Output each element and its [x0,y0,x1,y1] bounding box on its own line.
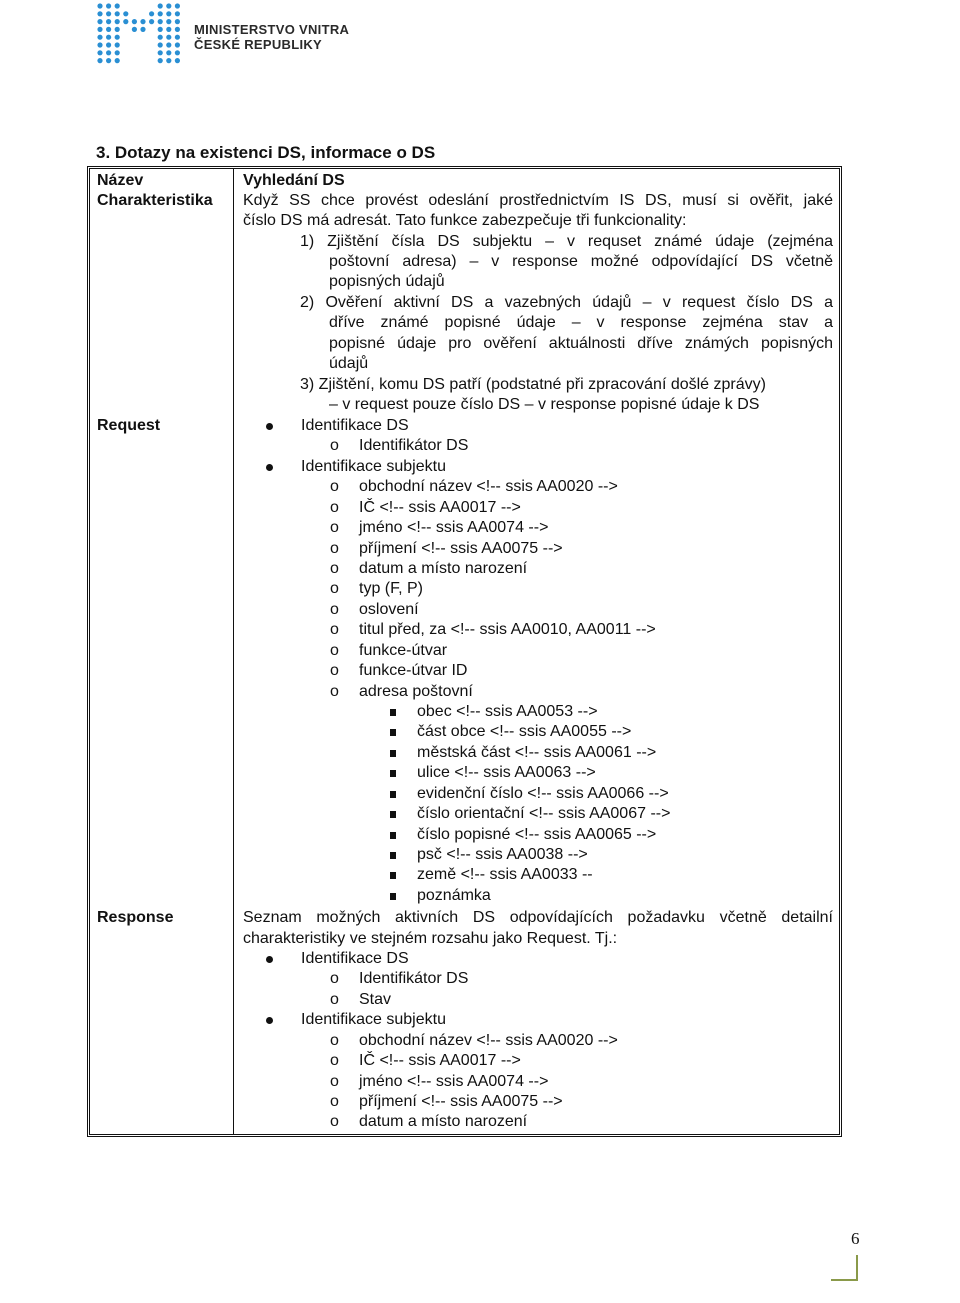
label-charakteristika: Charakteristika [97,192,213,209]
logo-line-2: ČESKÉ REPUBLIKY [194,37,323,52]
bullet-circle-icon: o [330,600,339,618]
bullet-circle-icon: o [330,580,339,598]
bullet-circle-icon: o [330,1072,339,1090]
logo-dot [106,42,111,47]
logo-dot [158,35,163,40]
char-line: 2) Ověření aktivní DS a vazebných údajů – v request číslo DS a [300,294,833,311]
logo-dot [97,42,102,47]
logo-dot [106,19,111,24]
logo-dot [97,50,102,55]
logo-dot [166,50,171,55]
logo-dot [166,27,171,32]
logo-dot [166,3,171,8]
list-item: adresa poštovní [359,682,473,700]
bullet-square-icon [390,832,396,839]
list-item: příjmení <!-- ssis AA0075 --> [359,1093,563,1110]
list-item: Identifikace subjektu [301,457,446,475]
logo-dot [166,11,171,16]
list-item: IČ <!-- ssis AA0017 --> [359,1052,521,1070]
logo-dot [175,27,180,32]
list-item: IČ <!-- ssis AA0017 --> [359,498,521,516]
logo-dot [106,58,111,63]
name-value: Vyhledání DS [243,172,345,189]
logo-dot [123,11,128,16]
list-item: Identifikace DS [301,950,409,967]
page-number: 6 [851,1229,860,1248]
logo-dot [97,27,102,32]
logo-dot [158,27,163,32]
list-item: obchodní název <!-- ssis AA0020 --> [359,478,618,496]
bullet-circle-icon: o [330,682,339,700]
logo-dot [106,50,111,55]
logo-dot [115,42,120,47]
bullet-circle-icon: o [330,621,339,639]
list-item: obchodní název <!-- ssis AA0020 --> [359,1031,618,1049]
list-item: funkce-útvar [359,641,448,659]
bullet-square-icon [390,791,396,798]
logo-dot [115,19,120,24]
logo-dot [158,11,163,16]
bullet-square-icon [390,709,396,716]
list-item: číslo orientační <!-- ssis AA0067 --> [417,805,671,823]
logo-dot [97,11,102,16]
logo-dot [175,42,180,47]
logo-dot [115,11,120,16]
logo-dot [115,27,120,32]
response-intro-line: Seznam možných aktivních DS odpovídajících požadavku včetně detailní [243,909,833,926]
char-line: poštovní adresa) – v response možné odpovídající DS včetně [329,253,833,270]
logo-dot [140,27,145,32]
bullet-circle-icon: o [330,560,339,577]
list-item: datum a místo narození [359,560,528,577]
list-item: část obce <!-- ssis AA0055 --> [417,723,632,741]
corner-mark [856,1255,858,1281]
logo-dot [149,11,154,16]
list-item: datum a místo narození [359,1113,528,1131]
list-item: městská část <!-- ssis AA0061 --> [417,743,657,761]
bullet-square-icon [390,872,396,879]
list-item: oslovení [359,600,419,618]
list-item: Identifikátor DS [359,437,469,455]
bullet-circle-icon: o [330,519,339,537]
logo-dot [175,35,180,40]
bullet-circle-icon: o [330,1052,339,1070]
logo-dot [97,58,102,63]
logo-dot [175,3,180,8]
list-item: číslo popisné <!-- ssis AA0065 --> [417,825,657,843]
logo-dot [115,58,120,63]
ministry-logo [96,0,350,70]
logo-dot [106,35,111,40]
char-line: popisných údajů [329,273,445,290]
logo-dot [158,58,163,63]
bullet-circle-icon: o [330,1093,339,1110]
list-item: psč <!-- ssis AA0038 --> [417,846,588,864]
bullet-square-icon [390,893,396,900]
list-item: poznámka [417,886,491,904]
logo-dot [158,19,163,24]
logo-dot [166,42,171,47]
bullet-dot-icon [266,464,273,471]
logo-dot [97,3,102,8]
logo-dot [115,50,120,55]
logo-dot [175,50,180,55]
bullet-dot-icon [266,956,273,963]
list-item: Identifikace subjektu [301,1011,446,1029]
response-intro-line: charakteristiky ve stejném rozsahu jako Request. Tj.: [243,930,618,947]
logo-dot [115,3,120,8]
char-line: 1) Zjištění čísla DS subjektu – v requset známé údaje (zejména [300,233,833,250]
column-divider [233,169,234,1134]
label-nazev: Název [97,172,144,189]
bullet-circle-icon: o [330,662,339,680]
bullet-square-icon [390,750,396,757]
logo-dot [115,35,120,40]
list-item: jméno <!-- ssis AA0074 --> [359,519,549,537]
bullet-square-icon [390,770,396,777]
list-item: funkce-útvar ID [359,662,468,680]
list-item: Identifikátor DS [359,970,469,988]
logo-dot [106,3,111,8]
section-title: 3. Dotazy na existenci DS, informace o DS [96,143,436,162]
logo-dot [158,42,163,47]
logo-dot [175,11,180,16]
char-line: 3) Zjištění, komu DS patří (podstatné při zpracování došlé zprávy) [300,376,766,393]
list-item: země <!-- ssis AA0033 -- [417,866,593,884]
label-request: Request [97,417,161,434]
logo-dot [106,27,111,32]
bullet-circle-icon: o [330,970,339,988]
logo-dot [123,19,128,24]
list-item: typ (F, P) [359,580,424,598]
logo-dot [132,19,137,24]
bullet-circle-icon: o [330,498,339,516]
logo-text [194,22,349,52]
logo-dot [140,19,145,24]
logo-dot [149,19,154,24]
logo-dots-icon [96,2,184,66]
list-item: ulice <!-- ssis AA0063 --> [417,764,596,782]
list-item: jméno <!-- ssis AA0074 --> [359,1072,549,1090]
bullet-circle-icon: o [330,641,339,659]
logo-dot [132,27,137,32]
logo-dot [158,50,163,55]
bullet-circle-icon: o [330,478,339,496]
char-line: dříve známé popisné údaje – v response zejména stav a [329,314,833,331]
bullet-circle-icon: o [330,990,339,1008]
logo-dot [175,58,180,63]
logo-dot [166,35,171,40]
logo-dot [175,19,180,24]
bullet-square-icon [390,729,396,736]
list-item: příjmení <!-- ssis AA0075 --> [359,539,563,557]
bullet-circle-icon: o [330,437,339,455]
logo-dot [97,35,102,40]
bullet-square-icon [390,811,396,818]
list-item: evidenční číslo <!-- ssis AA0066 --> [417,784,669,802]
list-item: obec <!-- ssis AA0053 --> [417,703,598,721]
char-line: – v request pouze číslo DS – v response popisné údaje k DS [329,396,760,413]
logo-dot [166,19,171,24]
bullet-square-icon [390,852,396,859]
char-line: údajů [329,355,369,372]
bullet-circle-icon: o [330,539,339,557]
logo-dot [166,58,171,63]
label-response: Response [97,909,174,926]
logo-line-1: MINISTERSTVO VNITRA [194,22,350,37]
logo-dot [97,19,102,24]
char-line: Když SS chce provést odeslání prostřednictvím IS DS, musí si ověřit, jaké [243,192,833,209]
list-item: titul před, za <!-- ssis AA0010, AA0011 --> [359,621,656,639]
bullet-dot-icon [266,423,273,430]
list-item: Stav [359,990,392,1008]
logo-dot [158,3,163,8]
list-item: Identifikace DS [301,417,409,434]
logo-dot [106,11,111,16]
bullet-circle-icon: o [330,1031,339,1049]
char-line: popisné údaje pro ověření aktuálnosti dříve známých popisných [329,335,833,352]
char-line: číslo DS má adresát. Tato funkce zabezpečuje tři funkcionality: [243,212,687,229]
bullet-circle-icon: o [330,1113,339,1131]
corner-mark [831,1279,856,1281]
